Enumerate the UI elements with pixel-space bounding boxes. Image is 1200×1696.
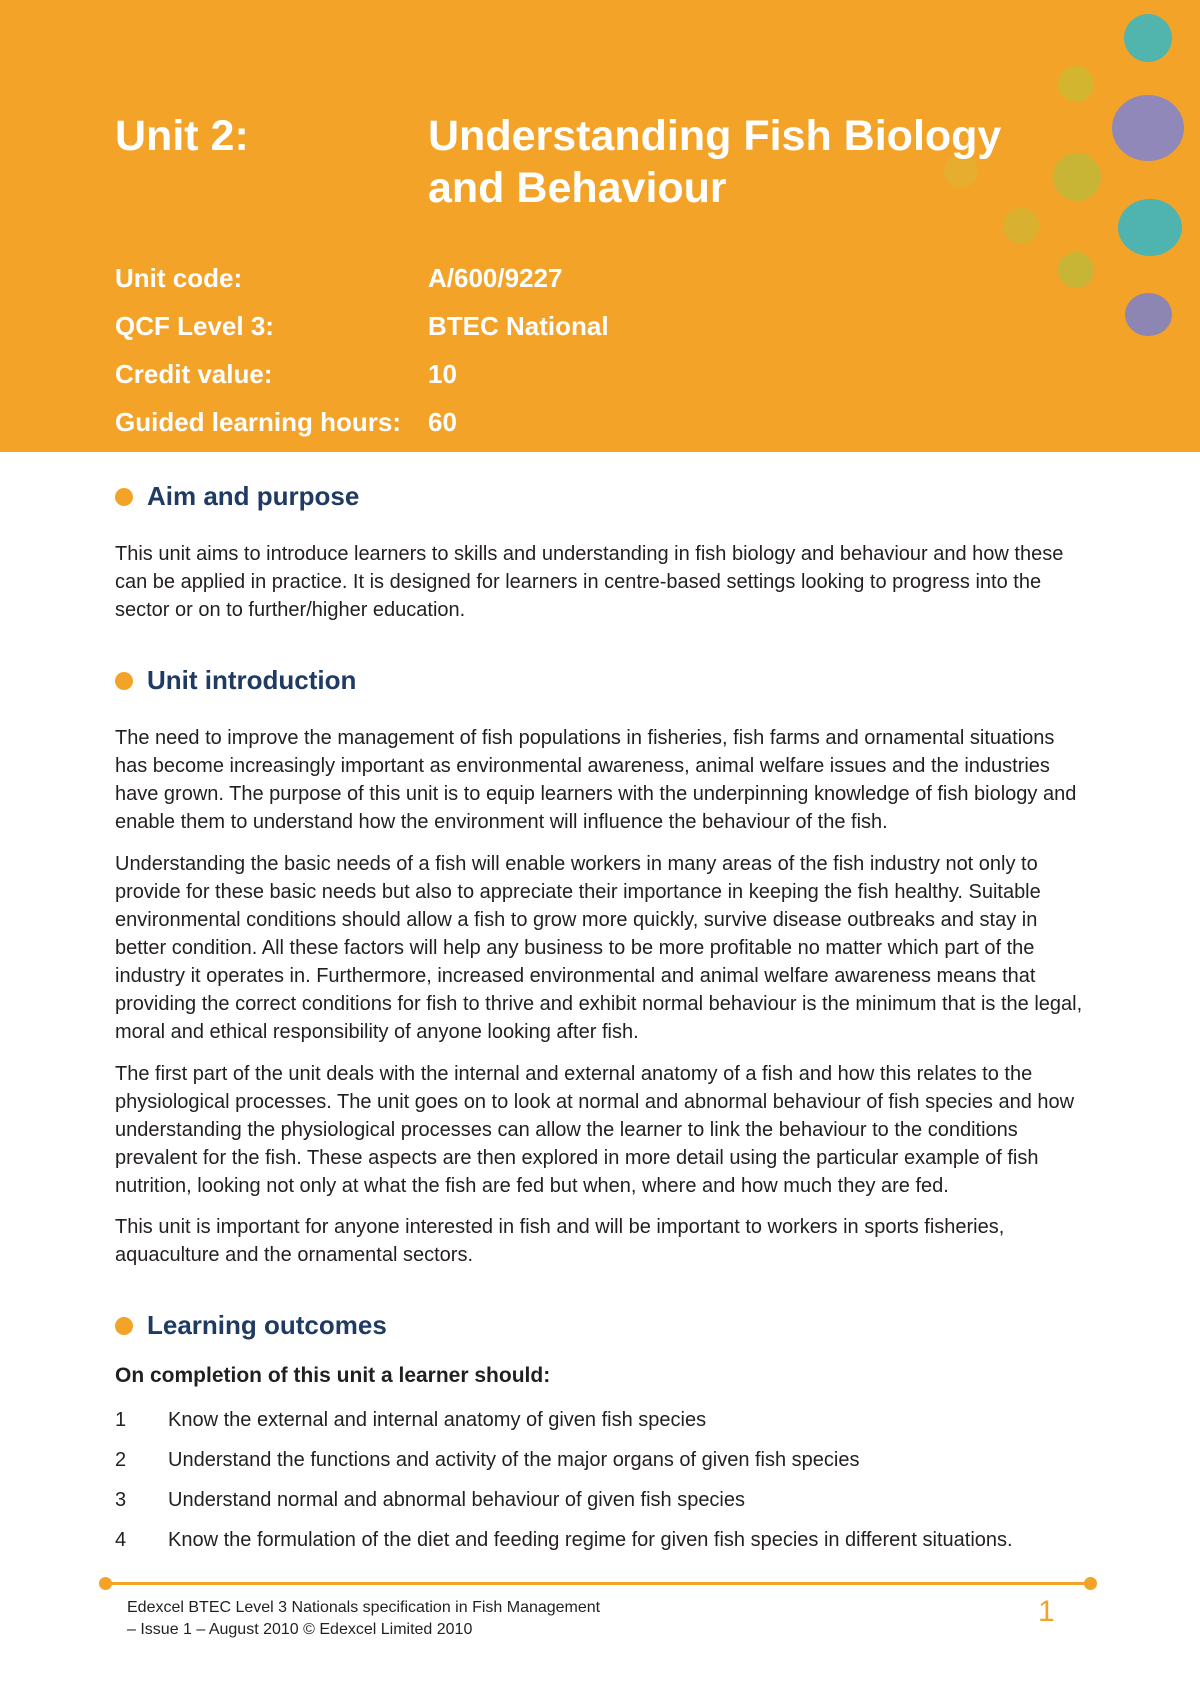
section-heading-outcomes bbox=[115, 1310, 387, 1341]
intro-paragraph: The need to improve the management of fish populations in fisheries, fish farms and ornamental situations has become increasingly important as environmental awareness, animal welfare issues and the industries have grown. The purpose of this unit is to equip learners with the underpinning knowledge of fish biology and enable them to understand how the environment will influence the behaviour of the fish. bbox=[115, 727, 1077, 833]
outcomes-list bbox=[115, 1406, 1095, 1566]
decorative-dot bbox=[1118, 199, 1182, 256]
meta-row-qcf-level bbox=[115, 302, 609, 350]
outcome-number: 2 bbox=[115, 1449, 127, 1471]
intro-paragraph: This unit is important for anyone interested in fish and will be important to workers in sports fisheries, aquaculture and the ornamental sectors. bbox=[115, 1216, 1005, 1266]
decorative-dot bbox=[1125, 293, 1172, 336]
outcome-text: Know the formulation of the diet and feeding regime for given fish species in different situations. bbox=[168, 1529, 1013, 1551]
list-item bbox=[115, 1486, 1095, 1526]
meta-label: QCF Level 3: bbox=[115, 310, 274, 341]
meta-row-credit-value bbox=[115, 350, 609, 398]
decorative-dot bbox=[1112, 95, 1184, 161]
meta-value: 10 bbox=[428, 358, 457, 389]
outcome-number: 3 bbox=[115, 1489, 127, 1511]
footer-line-2: – Issue 1 – August 2010 © Edexcel Limited 2010 bbox=[127, 1621, 473, 1638]
footer-divider-end bbox=[99, 1577, 112, 1590]
unit-title bbox=[428, 110, 1068, 214]
footer-divider bbox=[105, 1582, 1091, 1585]
list-item bbox=[115, 1406, 1095, 1446]
unit-number: Unit 2: bbox=[115, 112, 249, 160]
meta-value: A/600/9227 bbox=[428, 262, 563, 293]
outcome-number: 1 bbox=[115, 1409, 127, 1431]
decorative-dot bbox=[1058, 66, 1094, 102]
unit-title-line-2: and Behaviour bbox=[428, 164, 727, 212]
section-title: Unit introduction bbox=[147, 665, 357, 695]
footer-text bbox=[127, 1597, 600, 1641]
footer-divider-end bbox=[1084, 1577, 1097, 1590]
outcome-text: Know the external and internal anatomy of given fish species bbox=[168, 1409, 707, 1431]
footer-line-1: Edexcel BTEC Level 3 Nationals specification in Fish Management bbox=[127, 1599, 601, 1616]
outcome-text: Understand normal and abnormal behaviour of given fish species bbox=[168, 1489, 746, 1511]
meta-row-guided-hours bbox=[115, 398, 609, 446]
decorative-dot bbox=[1058, 252, 1094, 288]
outcome-number: 4 bbox=[115, 1529, 127, 1551]
unit-meta-table bbox=[115, 254, 609, 446]
list-item bbox=[115, 1526, 1095, 1566]
bullet-icon bbox=[115, 488, 133, 506]
outcomes-intro: On completion of this unit a learner should: bbox=[115, 1364, 551, 1387]
section-title: Aim and purpose bbox=[147, 481, 360, 511]
section-heading-introduction bbox=[115, 665, 356, 696]
intro-paragraph: The first part of the unit deals with the internal and external anatomy of a fish and how this relates to the physiological processes. The unit goes on to look at normal and abnormal behaviour of fish species and how understanding the physiological processes can allow the learner to link the behaviour to the conditions prevalent for the fish. These aspects are then explored in more detail using the particular example of fish nutrition, looking not only at what the fish are fed but when, where and how much they are fed. bbox=[115, 1063, 1075, 1197]
meta-label: Unit code: bbox=[115, 262, 243, 293]
section-heading-aim bbox=[115, 481, 359, 512]
section-title: Learning outcomes bbox=[147, 1310, 387, 1340]
outcome-text: Understand the functions and activity of the major organs of given fish species bbox=[168, 1449, 860, 1471]
meta-label: Guided learning hours: bbox=[115, 406, 402, 437]
meta-value: 60 bbox=[428, 406, 457, 437]
bullet-icon bbox=[115, 672, 133, 690]
page-number: 1 bbox=[1038, 1595, 1055, 1628]
bullet-icon bbox=[115, 1317, 133, 1335]
meta-row-unit-code bbox=[115, 254, 609, 302]
meta-value: BTEC National bbox=[428, 310, 609, 341]
intro-paragraph: Understanding the basic needs of a fish will enable workers in many areas of the fish industry not only to provide for these basic needs but also to appreciate their importance in keeping the fish healthy. Suitable environmental conditions should allow a fish to grow more quickly, survive disease outbreaks and stay in better condition. All these factors will help any business to be more profitable no matter which part of the industry it operates in. Furthermore, increased environmental and animal welfare awareness means that providing the correct conditions for fish to thrive and exhibit normal behaviour is the minimum that is the legal, moral and ethical responsibility of anyone looking after fish. bbox=[115, 853, 1083, 1043]
list-item bbox=[115, 1446, 1095, 1486]
meta-label: Credit value: bbox=[115, 358, 273, 389]
decorative-dot bbox=[1124, 14, 1172, 62]
unit-title-line-1: Understanding Fish Biology bbox=[428, 112, 1002, 160]
aim-paragraph: This unit aims to introduce learners to skills and understanding in fish biology and behaviour and how these can be applied in practice. It is designed for learners in centre-based settings looking to progress into the sector or on to further/higher education. bbox=[115, 543, 1064, 621]
